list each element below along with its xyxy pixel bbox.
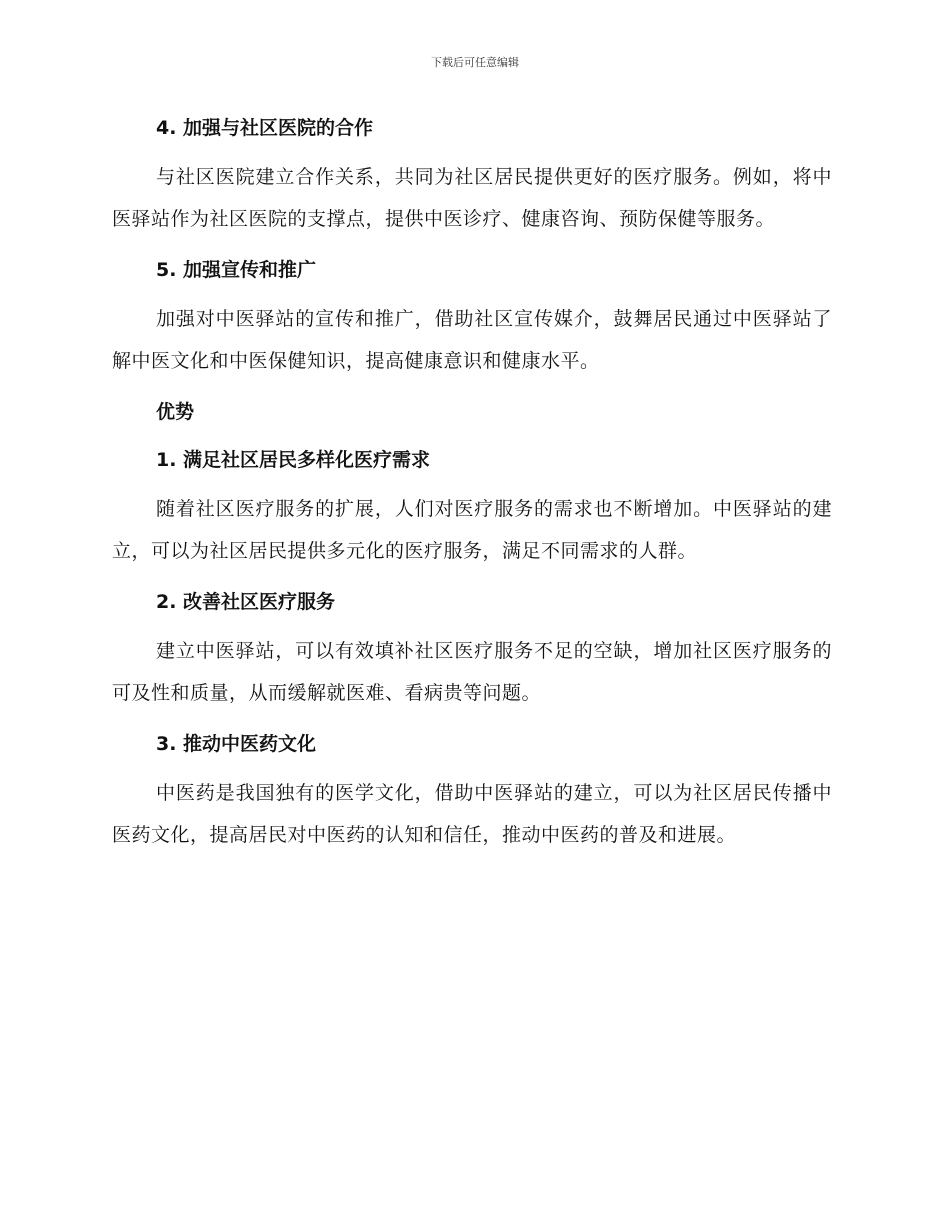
section-heading-diverse-needs: 1. 满足社区居民多样化医疗需求 [156, 449, 431, 471]
page-header: 下载后可任意编辑 [431, 56, 519, 69]
section-heading-tcm-culture: 3. 推动中医药文化 [156, 733, 317, 755]
document-body [112, 108, 832, 866]
section-heading-cooperation: 4. 加强与社区医院的合作 [156, 117, 374, 139]
paragraph-improve-service: 建立中医驿站，可以有效填补社区医疗服务不足的空缺，增加社区医疗服务的可及性和质量，从而缓解就医难、看病贵等问题。 [112, 640, 832, 704]
section-heading-improve-service: 2. 改善社区医疗服务 [156, 591, 336, 613]
paragraph-promotion: 加强对中医驿站的宣传和推广，借助社区宣传媒介，鼓舞居民通过中医驿站了解中医文化和中医保健知识，提高健康意识和健康水平。 [112, 308, 832, 372]
section-heading-advantages: 优势 [156, 401, 195, 423]
paragraph-tcm-culture: 中医药是我国独有的医学文化，借助中医驿站的建立，可以为社区居民传播中医药文化，提高居民对中医药的认知和信任，推动中医药的普及和进展。 [112, 782, 832, 846]
paragraph-cooperation: 与社区医院建立合作关系，共同为社区居民提供更好的医疗服务。例如，将中医驿站作为社区医院的支撑点，提供中医诊疗、健康咨询、预防保健等服务。 [112, 166, 832, 230]
section-heading-promotion: 5. 加强宣传和推广 [156, 259, 317, 281]
paragraph-diverse-needs: 随着社区医疗服务的扩展，人们对医疗服务的需求也不断增加。中医驿站的建立，可以为社区居民提供多元化的医疗服务，满足不同需求的人群。 [112, 498, 832, 562]
